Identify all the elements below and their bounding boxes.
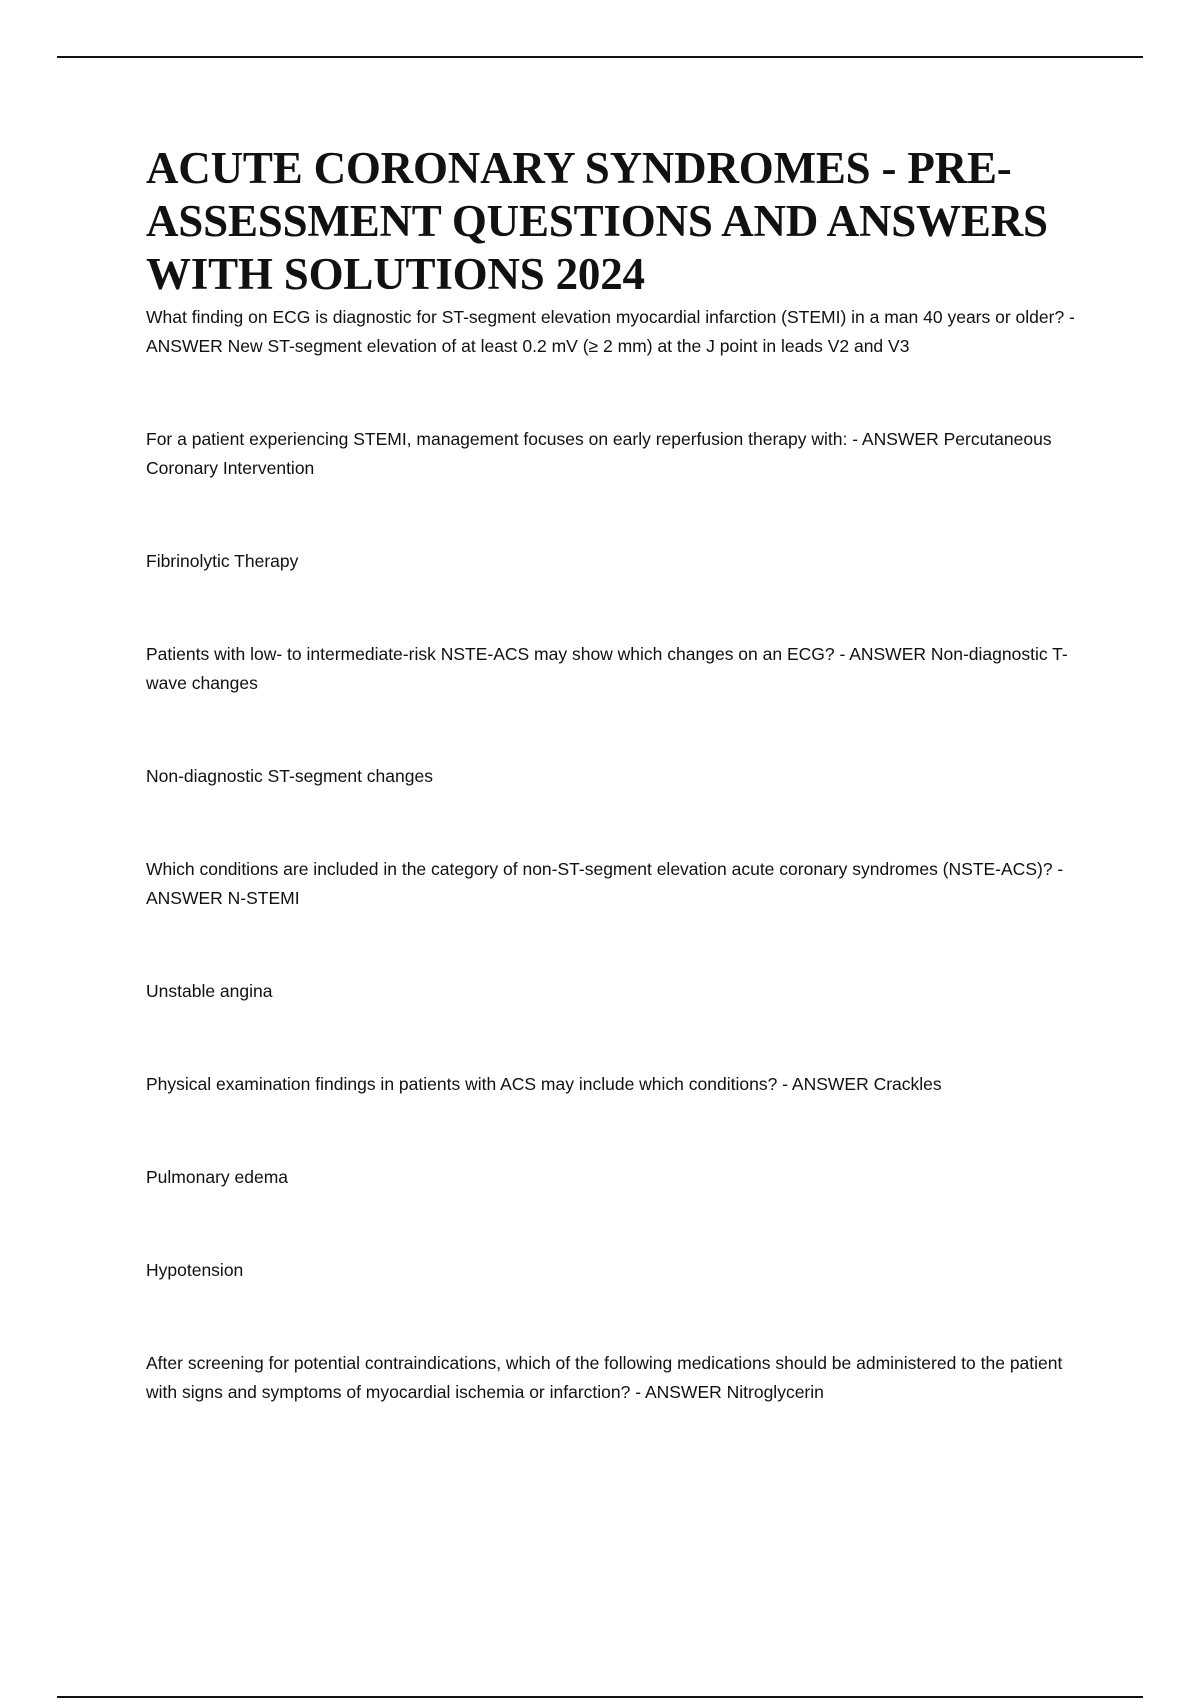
qa-paragraph-nste-acs-ecg: Patients with low- to intermediate-risk NSTE-ACS may show which changes on an ECG? - ANSWER Non-diagnostic T-wave changes [146, 644, 1068, 693]
qa-list [146, 301, 1096, 1407]
document-title: ACUTE CORONARY SYNDROMES - PRE-ASSESSMENT QUESTIONS AND ANSWERS WITH SOLUTIONS 2024 [146, 143, 1048, 299]
answer-item-unstable-angina: Unstable angina [146, 981, 273, 1001]
answer-item-st-segment: Non-diagnostic ST-segment changes [146, 766, 433, 786]
answer-item-pulmonary-edema: Pulmonary edema [146, 1167, 289, 1187]
top-rule [57, 56, 1143, 58]
qa-paragraph-stemi-management: For a patient experiencing STEMI, management focuses on early reperfusion therapy with: - ANSWER Percutaneous Coronary Intervention [146, 429, 1052, 478]
bottom-rule [57, 1696, 1143, 1698]
qa-paragraph-nste-acs-conditions: Which conditions are included in the category of non-ST-segment elevation acute coronary syndromes (NSTE-ACS)? - ANSWER N-STEMI [146, 859, 1064, 908]
qa-paragraph-stemi-ecg: What finding on ECG is diagnostic for ST-segment elevation myocardial infarction (STEMI) in a man 40 years or older? - ANSWER New ST-segment elevation of at least 0.2 mV (≥ 2 mm) at the J point in leads V2 and V3 [146, 307, 1075, 356]
document-body [146, 142, 1096, 1407]
qa-paragraph-medications: After screening for potential contraindications, which of the following medications should be administered to the patient with signs and symptoms of myocardial ischemia or infarction? - ANSWER Nitroglycerin [146, 1353, 1063, 1402]
qa-paragraph-physical-exam: Physical examination findings in patients with ACS may include which conditions? - ANSWER Crackles [146, 1074, 942, 1094]
answer-item-fibrinolytic: Fibrinolytic Therapy [146, 551, 299, 571]
answer-item-hypotension: Hypotension [146, 1260, 244, 1280]
